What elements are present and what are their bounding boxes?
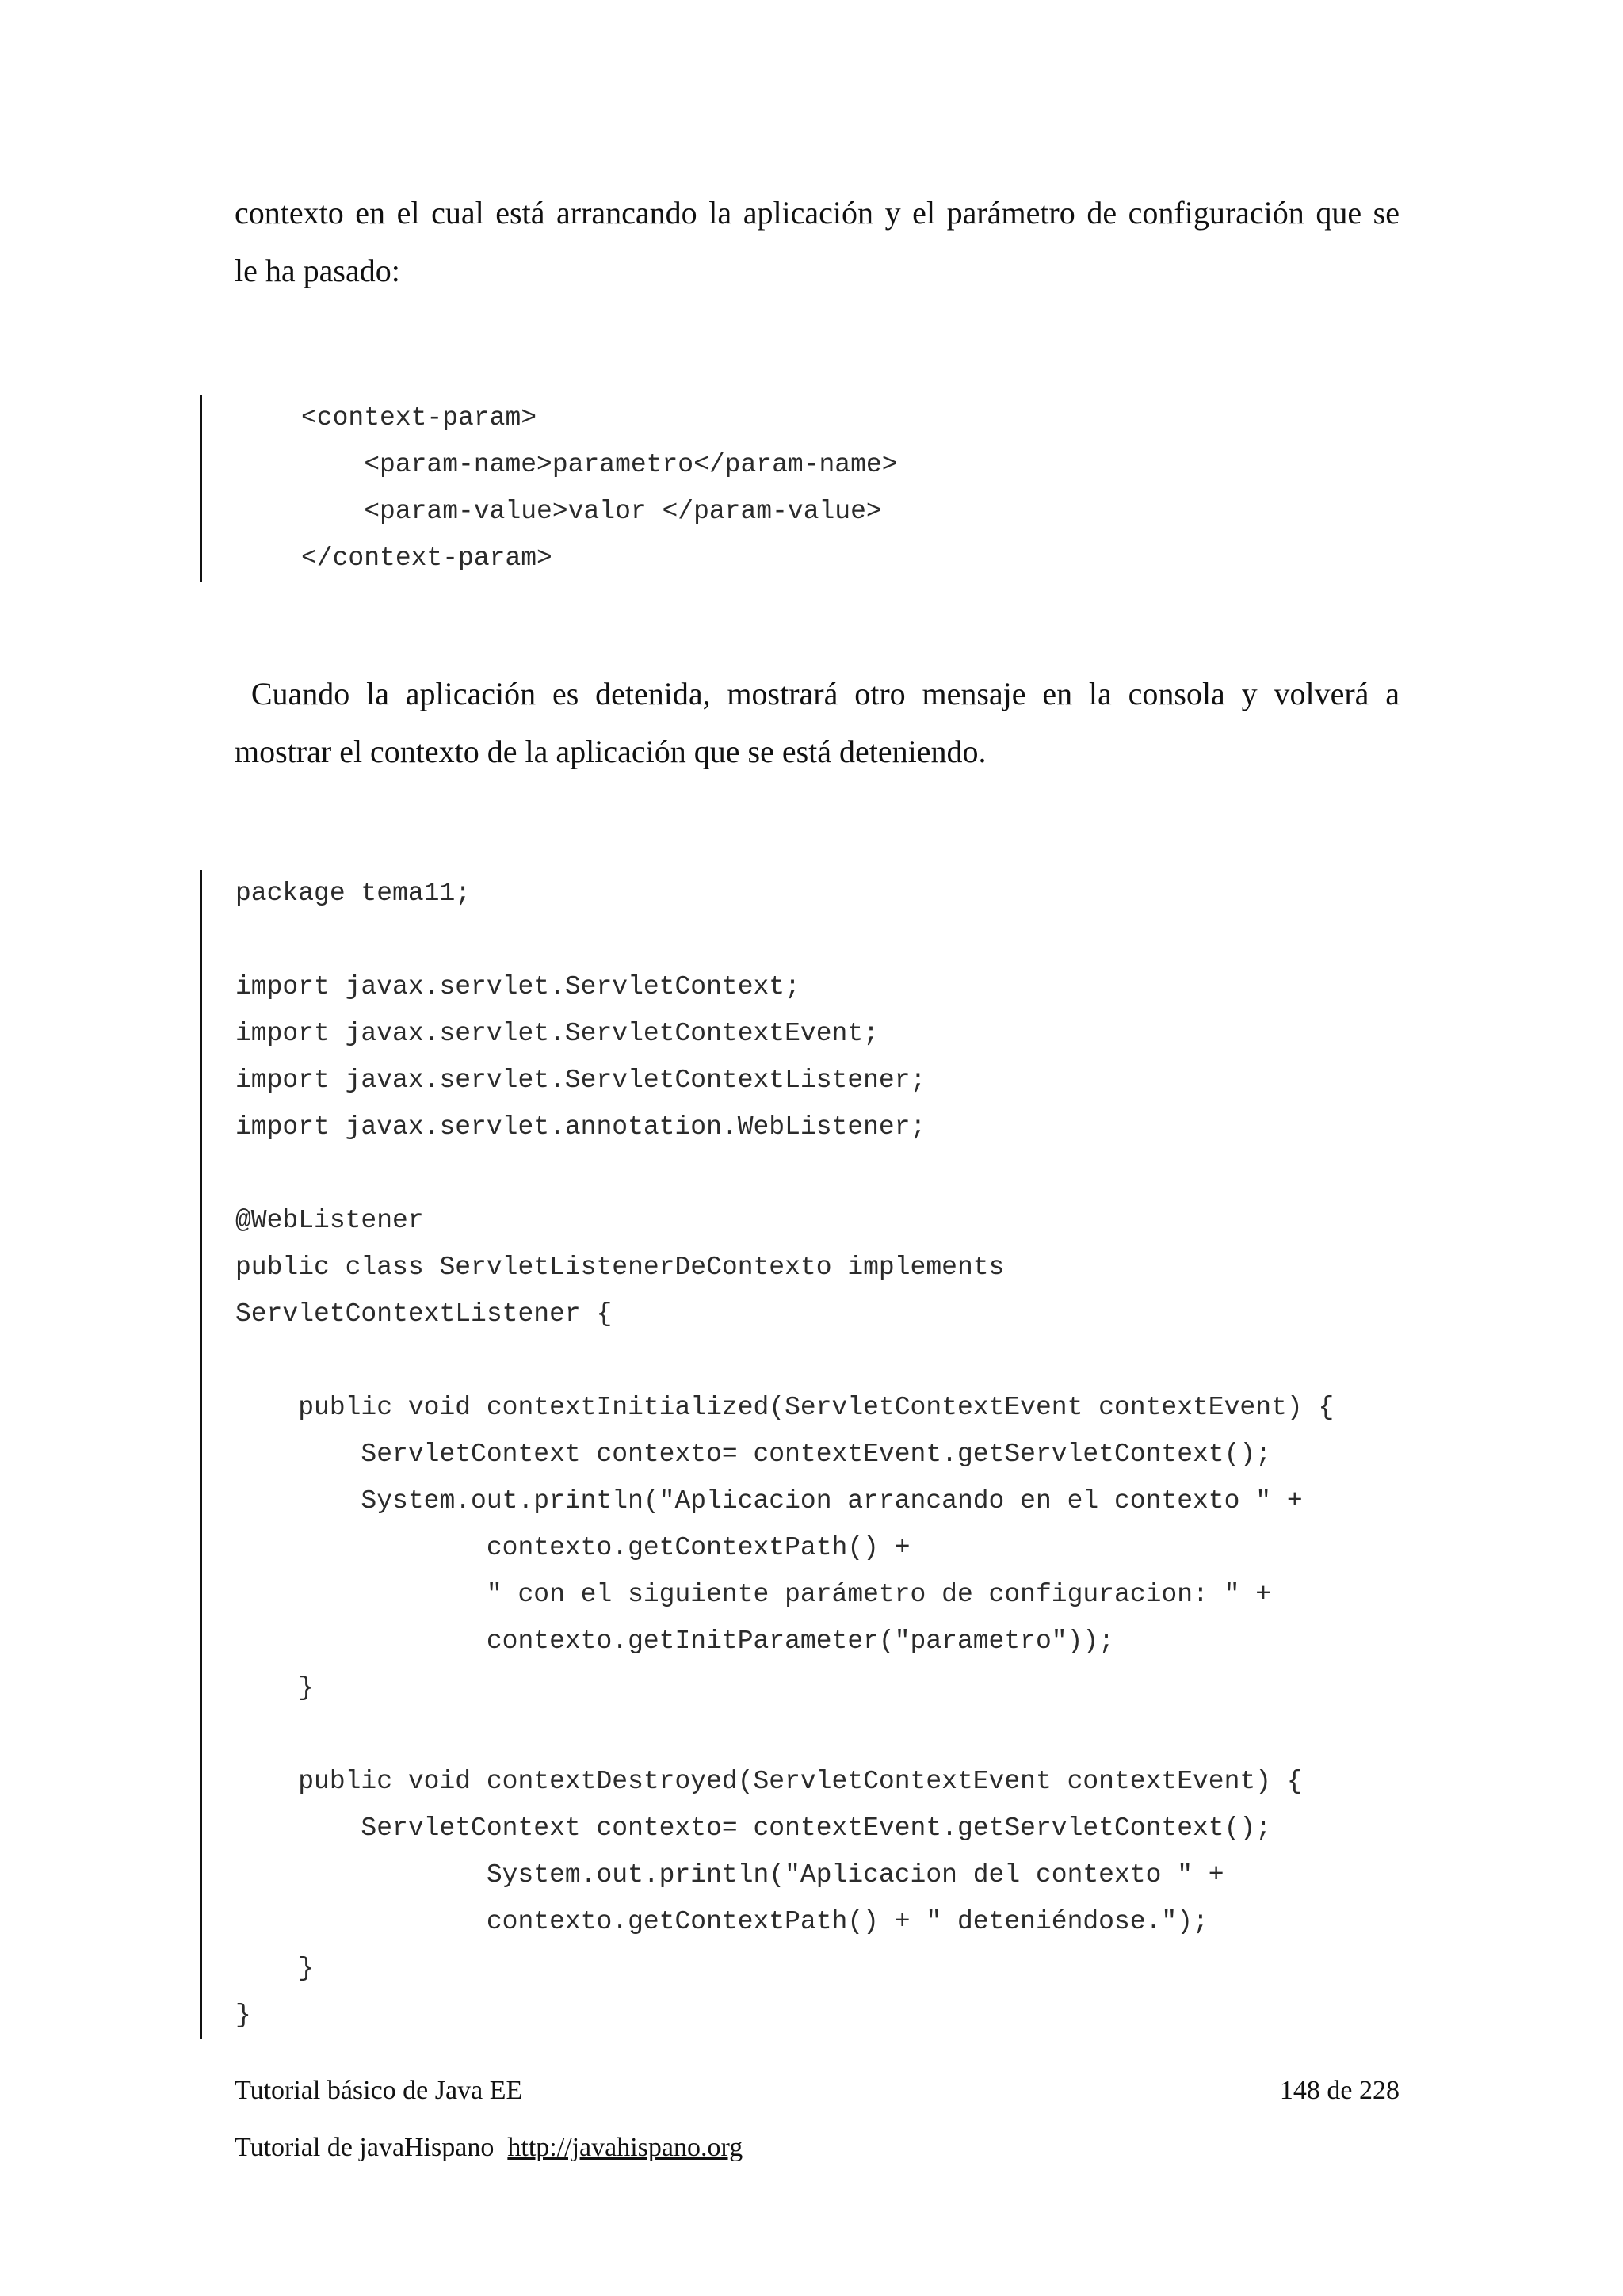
footer-row [235,2076,1400,2106]
page-footer [235,2076,1400,2163]
code-block-context-param [200,395,898,582]
code-line: import javax.servlet.ServletContext; [235,972,800,1001]
code-line: <param-name>parametro</param-name> [301,450,898,479]
code-line: @WebListener [235,1206,424,1235]
footer-title: Tutorial básico de Java EE [235,2076,523,2105]
code-line [235,1150,1334,1197]
code-line: ServletContextListener { [235,1299,613,1329]
paragraph-line: contexto en el cual está arrancando la aplicación y el parámetro de configuración que se [235,195,1400,231]
code-line: } [235,2000,251,2030]
code-line: System.out.println("Aplicacion del contexto " + [235,1860,1224,1890]
javahispano-link[interactable]: http://javahispano.org [507,2133,743,2162]
code-line: </context-param> [301,543,552,573]
code-line: " con el siguiente parámetro de configuracion: " + [235,1580,1272,1609]
code-block-java-listener [200,870,1334,2039]
paragraph-shutdown [235,665,1400,780]
code-line: package tema11; [235,879,472,908]
code-line: import javax.servlet.ServletContextListener; [235,1066,926,1095]
code-line: public class ServletListenerDeContexto implements [235,1253,1005,1282]
code-line [235,1337,1334,1384]
page-number: 148 de 228 [1279,2076,1400,2105]
code-line: } [235,1954,315,1983]
paragraph-line: le ha pasado: [235,253,400,288]
code-line: } [235,1673,315,1703]
footer-credit: Tutorial de javaHispano [235,2133,495,2162]
code-line: System.out.println("Aplicacion arrancando en el contexto " + [235,1486,1303,1516]
code-line: contexto.getContextPath() + " deteniéndose."); [235,1907,1209,1936]
code-line: import javax.servlet.annotation.WebListener; [235,1112,926,1142]
footer-credit-row [235,2133,1400,2163]
code-line: import javax.servlet.ServletContextEvent; [235,1019,879,1048]
code-line [235,1711,1334,1758]
code-line: <context-param> [301,403,537,433]
paragraph-line: mostrar el contexto de la aplicación que se está deteniendo. [235,734,987,769]
paragraph-intro [235,184,1400,299]
code-line: ServletContext contexto= contextEvent.getServletContext(); [235,1440,1272,1469]
code-line [235,917,1334,963]
code-line: public void contextDestroyed(ServletContextEvent contextEvent) { [235,1767,1303,1796]
code-line: ServletContext contexto= contextEvent.getServletContext(); [235,1814,1272,1843]
code-line: contexto.getInitParameter("parametro")); [235,1627,1114,1656]
code-line: contexto.getContextPath() + [235,1533,911,1562]
code-line: public void contextInitialized(ServletContextEvent contextEvent) { [235,1393,1335,1422]
code-line: <param-value>valor </param-value> [301,497,882,526]
paragraph-line: Cuando la aplicación es detenida, mostrará otro mensaje en la consola y volverá a [235,676,1400,711]
